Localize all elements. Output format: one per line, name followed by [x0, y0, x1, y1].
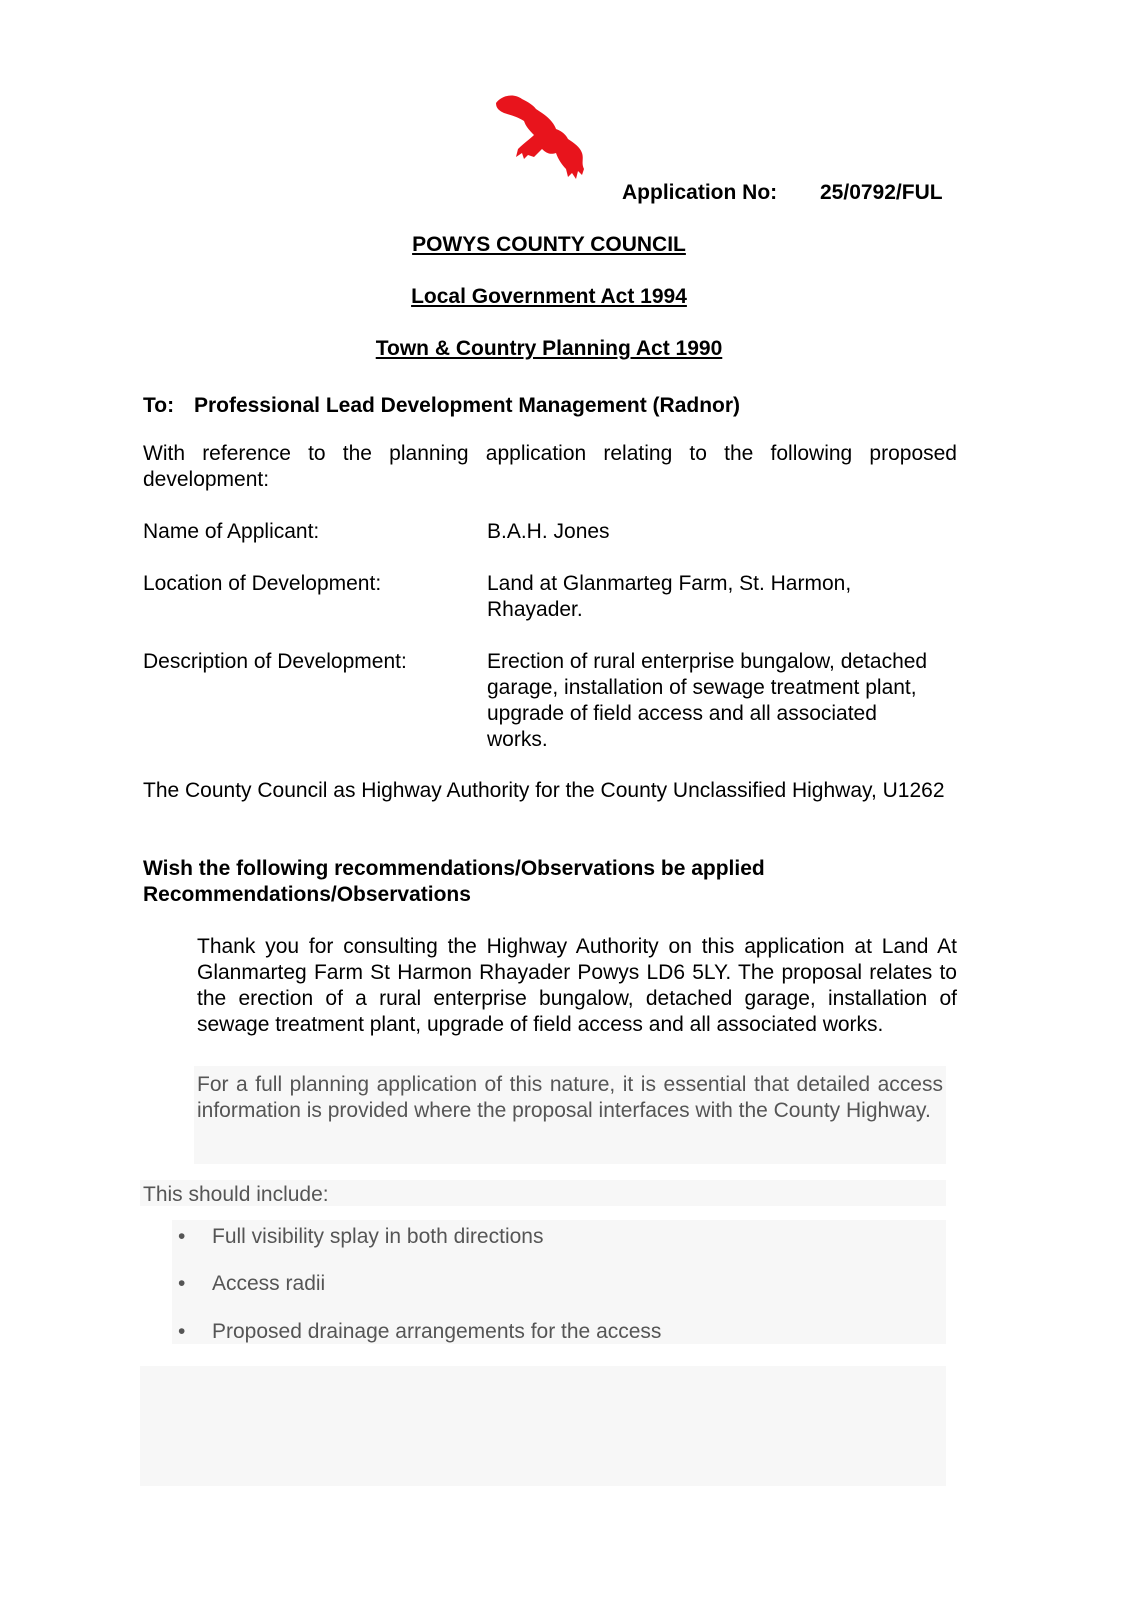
bullet-icon: •: [178, 1225, 186, 1248]
recommendations-line-1: Wish the following recommendations/Observations be applied: [143, 857, 765, 880]
application-number: 25/0792/FUL: [820, 181, 943, 204]
application-label: Application No:: [622, 181, 778, 204]
location-value: Land at Glanmarteg Farm, St. Harmon, Rhayader.: [487, 572, 852, 621]
council-heading: POWYS COUNTY COUNCIL: [412, 233, 686, 256]
bullet-text: Proposed drainage arrangements for the access: [212, 1320, 662, 1343]
include-intro: This should include:: [143, 1183, 329, 1206]
applicant-value: B.A.H. Jones: [487, 520, 610, 543]
act-heading-1990: Town & Country Planning Act 1990: [375, 337, 723, 360]
bullet-text: Access radii: [212, 1272, 326, 1295]
applicant-label: Name of Applicant:: [143, 520, 320, 543]
to-line: [143, 394, 740, 418]
recommendations-line-2: Recommendations/Observations: [143, 883, 471, 906]
highway-statement: The County Council as Highway Authority for the County Unclassified Highway, U1262: [143, 779, 945, 802]
bullet-text: Full visibility splay in both directions: [212, 1225, 544, 1248]
body-paragraph-1: Thank you for consulting the Highway Authority on this application at Land At Glanmarteg Farm St Harmon Rhayader Powys LD6 5LY. The proposal relates to the erection of a rural enterprise bungalow, detached garage, installation of sewage treatment plant, upgrade of field access and all associated works.: [197, 935, 957, 1036]
to-label: To:: [143, 394, 175, 417]
description-label: Description of Development:: [143, 650, 407, 673]
location-label: Location of Development:: [143, 572, 382, 595]
bullet-icon: •: [178, 1272, 186, 1295]
empty-block: [140, 1366, 946, 1486]
description-value: Erection of rural enterprise bungalow, detached garage, installation of sewage treatment plant, upgrade of field access and all associated works.: [487, 650, 928, 751]
to-recipient: Professional Lead Development Management (Radnor): [193, 394, 741, 417]
red-kite-logo: [494, 93, 594, 187]
intro-text: With reference to the planning application relating to the following proposed development:: [143, 442, 957, 491]
bullet-icon: •: [178, 1320, 186, 1343]
act-heading-1994: Local Government Act 1994: [411, 285, 687, 308]
red-kite-icon: [494, 93, 594, 187]
body-paragraph-2: For a full planning application of this nature, it is essential that detailed access information is provided where the proposal interfaces with the County Highway.: [197, 1073, 943, 1122]
